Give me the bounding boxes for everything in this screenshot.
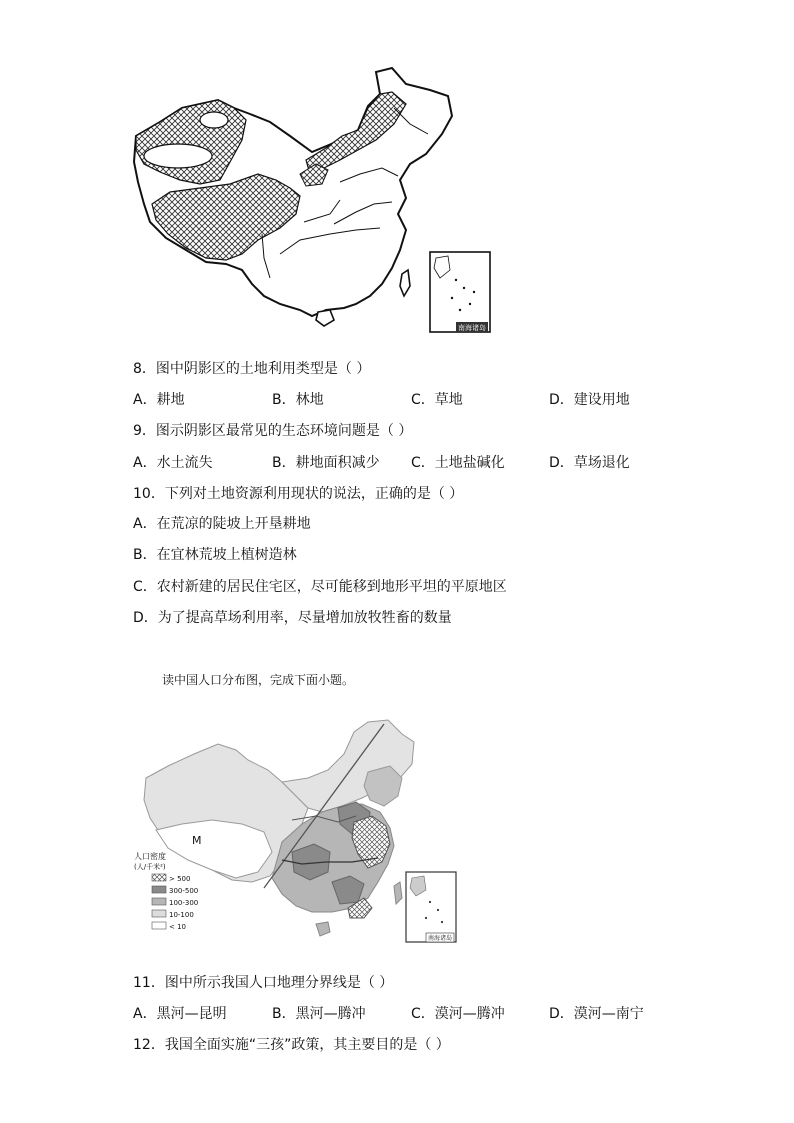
question-10-stem: 10．下列对土地资源利用现状的说法，正确的是（ ） — [133, 486, 464, 502]
q8-option-b: B．林地 — [272, 392, 324, 408]
legend-label-2: 100-300 — [169, 899, 199, 907]
q9-option-b: B．耕地面积减少 — [272, 455, 380, 471]
region-northeast — [364, 766, 402, 806]
q8-option-c: C．草地 — [411, 392, 463, 408]
legend-label-1: 300-500 — [169, 887, 199, 895]
legend — [134, 851, 198, 931]
legend-unit: (人/千米²) — [134, 863, 166, 871]
legend-swatch-4 — [152, 922, 166, 929]
unshaded-basin-south — [144, 144, 212, 168]
hainan — [316, 922, 330, 936]
question-12-stem: 12．我国全面实施“三孩”政策，其主要目的是（ ） — [133, 1037, 450, 1053]
legend-label-3: 10-100 — [169, 911, 194, 919]
q8-option-d: D．建设用地 — [549, 392, 630, 408]
inset-caption: 南海诸岛 — [427, 935, 453, 942]
q10-option-c: C．农村新建的居民住宅区，尽可能移到地形平坦的平原地区 — [133, 579, 507, 595]
taiwan — [400, 270, 410, 296]
legend-swatch-1 — [152, 886, 166, 893]
q11-option-a: A．黑河—昆明 — [133, 1006, 227, 1022]
question-11-stem: 11．图中所示我国人口地理分界线是（ ） — [133, 975, 394, 991]
question-9-stem: 9．图示阴影区最常见的生态环境问题是（ ） — [133, 423, 413, 439]
taiwan — [394, 882, 402, 904]
population-density-map — [132, 712, 462, 947]
map2-intro: 读中国人口分布图，完成下面小题。 — [162, 673, 355, 687]
unshaded-basin-north — [200, 112, 228, 128]
legend-label-0: > 500 — [169, 875, 191, 883]
q8-option-a: A．耕地 — [133, 392, 185, 408]
q10-option-d: D．为了提高草场利用率，尽量增加放牧牲畜的数量 — [133, 610, 452, 626]
q11-option-b: B．黑河—腾冲 — [272, 1006, 366, 1022]
region-tibet — [156, 820, 272, 878]
legend-swatch-2 — [152, 898, 166, 905]
marker-m: M — [192, 834, 202, 847]
legend-swatch-3 — [152, 910, 166, 917]
q10-option-a: A．在荒凉的陡坡上开垦耕地 — [133, 516, 311, 532]
legend-title: 人口密度 — [134, 852, 166, 861]
q9-option-d: D．草场退化 — [549, 455, 630, 471]
q9-option-a: A．水土流失 — [133, 455, 213, 471]
hainan — [316, 310, 334, 326]
south-china-sea-inset — [430, 252, 490, 332]
q10-option-b: B．在宜林荒坡上植树造林 — [133, 547, 297, 563]
q11-option-d: D．漠河—南宁 — [549, 1006, 644, 1022]
land-use-map — [130, 64, 500, 336]
q9-option-c: C．土地盐碱化 — [411, 455, 505, 471]
q11-option-c: C．漠河—腾冲 — [411, 1006, 505, 1022]
question-8-stem: 8．图中阴影区的土地利用类型是（ ） — [133, 361, 371, 377]
inset-caption: 南海诸岛 — [458, 324, 486, 332]
legend-label-4: < 10 — [169, 923, 186, 931]
legend-swatch-0 — [152, 874, 166, 881]
south-china-sea-inset — [406, 872, 456, 942]
